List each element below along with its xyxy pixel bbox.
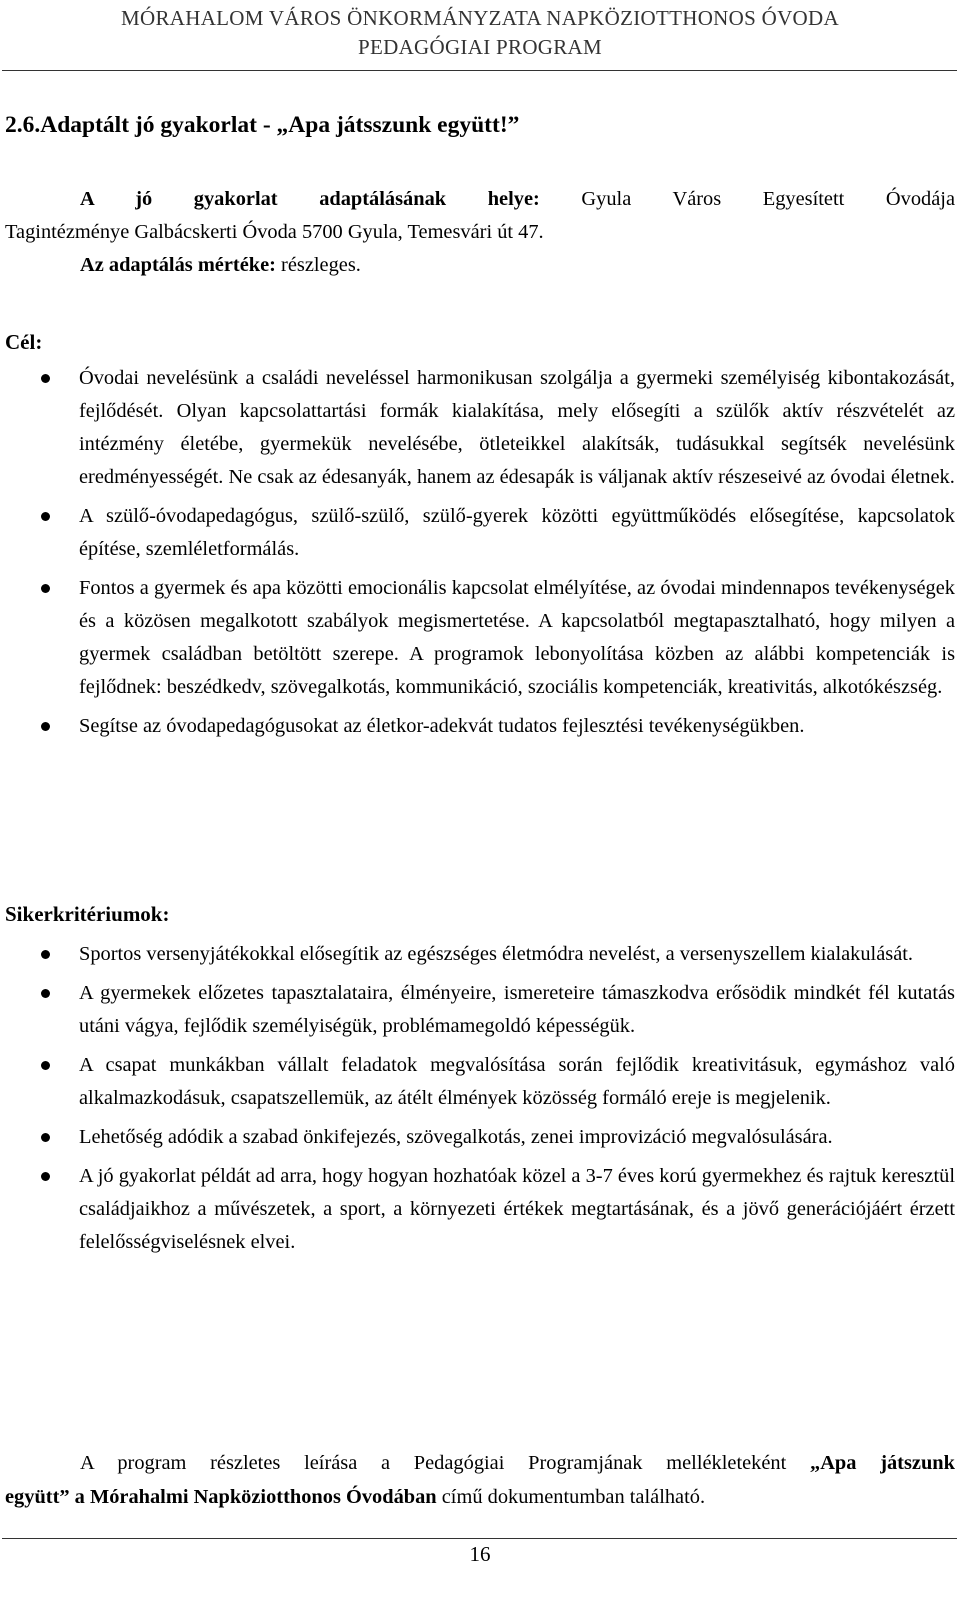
list-item: Lehetőség adódik a szabad önkifejezés, szövegalkotás, zenei improvizáció megvalósulására. [0, 1121, 955, 1154]
criteria-title: Sikerkritériumok: [5, 902, 170, 926]
closing-paragraph [5, 1446, 955, 1514]
bullet-icon [41, 1061, 50, 1070]
place-label: A jó gyakorlat adaptálásának helye: [80, 188, 540, 210]
list-item: A szülő-óvodapedagógus, szülő-szülő, szülő-gyerek közötti együttműködés elősegítése, kapcsolatok építése, szemléletformálás. [0, 500, 955, 566]
list-item: Óvodai nevelésünk a családi neveléssel harmonikusan szolgálja a gyermeki személyiség kibontakozását, fejlődését. Olyan kapcsolattartási formák kialakítása, mely elősegíti a szülők aktív részvételét az intézmény életébe, gyermekük nevelésébe, ötleteikkel alakítsák, tudásukkal segítsék nevelésünk eredményességét. Ne csak az édesanyák, hanem az édesapák is váljanak aktív részeseivé az óvodai életnek. [0, 362, 955, 494]
extent-label: Az adaptálás mértéke: [80, 254, 276, 276]
closing-bold-2: együtt” a Mórahalmi Napköziotthonos Óvodában [5, 1486, 437, 1508]
closing-pre: A program részletes leírása a Pedagógiai Programjának mellékleteként [80, 1452, 787, 1474]
bullet-icon [41, 374, 50, 383]
list-item: Fontos a gyermek és apa közötti emocionális kapcsolat elmélyítése, az óvodai mindennapos tevékenységek és a közösen megalkotott szabályok megismertetése. A kapcsolatból megtapasztalható, hogy milyen a gyermek családban betöltött szerepe. A programok lebonyolítása közben az alábbi kompetenciák is fejlődnek: beszédkedv, szövegalkotás, kommunikáció, szociális kompetenciák, kreativitás, alkotókészség. [0, 572, 955, 704]
page-number: 16 [469, 1542, 491, 1566]
bullet-icon [41, 584, 50, 593]
section-title: 2.6.Adaptált jó gyakorlat - „Apa játsszunk együtt!” [5, 112, 520, 138]
place-value-line-2: Tagintézménye Galbácskerti Óvoda 5700 Gyula, Temesvári út 47. [5, 221, 544, 243]
closing-post: című dokumentumban található. [441, 1486, 706, 1508]
page-header [0, 4, 960, 62]
list-item: A csapat munkákban vállalt feladatok megvalósítása során fejlődik kreativitásuk, egymáshoz való alkalmazkodásuk, csapatszellemük, az átélt élmények közösség formáló ereje is megjelenik. [0, 1049, 955, 1115]
criteria-list [0, 938, 960, 1265]
list-item: Segítse az óvodapedagógusokat az életkor-adekvát tudatos fejlesztési tevékenységükben. [0, 710, 955, 743]
goal-list [0, 362, 960, 749]
place-value-line-1: Gyula Város Egyesített Óvodája [581, 188, 955, 210]
header-divider [2, 70, 957, 71]
bullet-icon [41, 1133, 50, 1142]
bullet-icon [41, 722, 50, 731]
adaptation-place [5, 183, 955, 249]
list-item: Sportos versenyjátékokkal elősegítik az egészséges életmódra nevelést, a versenyszellem kialakulását. [0, 938, 955, 971]
header-line-2: PEDAGÓGIAI PROGRAM [358, 35, 602, 59]
closing-bold-1: „Apa játszunk [810, 1452, 955, 1474]
list-item: A jó gyakorlat példát ad arra, hogy hogyan hozhatóak közel a 3-7 éves korú gyermekhez és rajtuk keresztül családjaikhoz a művészetek, a sport, a környezeti értékek megtartásának, és a jövő generációjáért érzett felelősségviselésnek elvei. [0, 1160, 955, 1259]
bullet-icon [41, 950, 50, 959]
adaptation-extent [80, 249, 361, 282]
bullet-icon [41, 989, 50, 998]
header-line-1: MÓRAHALOM VÁROS ÖNKORMÁNYZATA NAPKÖZIOTTHONOS ÓVODA [121, 6, 839, 30]
goal-title: Cél: [5, 330, 43, 354]
bullet-icon [41, 512, 50, 521]
list-item: A gyermekek előzetes tapasztalataira, élményeire, ismereteire támaszkodva erősödik mindkét fél kutatás utáni vágya, fejlődik személyiségük, problémamegoldó képességük. [0, 977, 955, 1043]
footer-divider [2, 1538, 957, 1539]
bullet-icon [41, 1172, 50, 1181]
extent-value: részleges. [281, 254, 361, 276]
